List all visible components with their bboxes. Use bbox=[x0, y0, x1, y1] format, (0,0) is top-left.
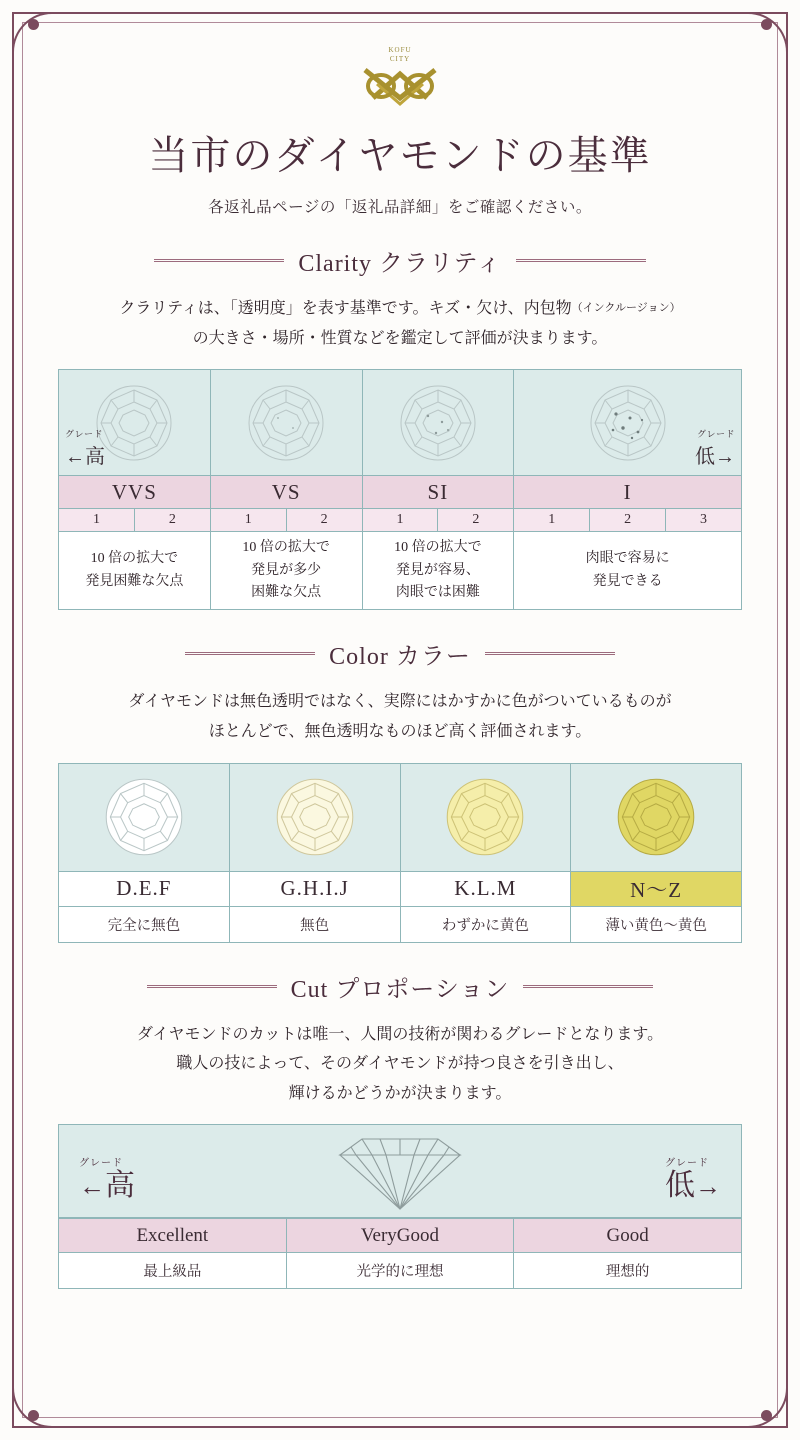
color-gem-cell-klm bbox=[400, 763, 571, 871]
clarity-desc-vvs-line2: 発見困難な欠点 bbox=[85, 573, 184, 589]
color-gem-cell-def bbox=[59, 763, 230, 871]
clarity-desc-vs-line1: 10 倍の拡大で bbox=[242, 540, 330, 556]
color-paragraph-line1: ダイヤモンドは無色透明ではなく、実際にはかすかに色がついているものが bbox=[128, 693, 672, 711]
clarity-gem-cell-vvs bbox=[59, 370, 211, 476]
clarity-arrow-low-text: 低→ bbox=[695, 446, 735, 469]
clarity-desc-vvs-line1: 10 倍の拡大で bbox=[90, 551, 179, 567]
clarity-num-vvs-2: 2 bbox=[134, 509, 210, 532]
color-desc-def: 完全に無色 bbox=[59, 906, 230, 942]
diamond-icon bbox=[238, 380, 334, 466]
clarity-desc-i-line1: 肉眼で容易に bbox=[585, 551, 670, 567]
cut-desc-row bbox=[59, 1253, 742, 1289]
clarity-heading-ja: クラリティ bbox=[379, 251, 502, 277]
clarity-num-vs-2: 2 bbox=[286, 509, 362, 532]
heading-rule-right bbox=[485, 652, 615, 655]
heading-rule-right bbox=[516, 259, 646, 262]
heading-rule-left bbox=[147, 985, 277, 988]
color-grade-nz: N〜Z bbox=[571, 871, 742, 906]
clarity-grade-si: SI bbox=[362, 476, 514, 509]
color-desc-klm: わずかに黄色 bbox=[400, 906, 571, 942]
section-heading-color bbox=[58, 636, 742, 671]
cut-table bbox=[58, 1218, 742, 1289]
clarity-desc-vs-line3: 困難な欠点 bbox=[251, 584, 322, 600]
cut-paragraph-line1: ダイヤモンドのカットは唯一、人間の技術が関わるグレードとなります。 bbox=[136, 1025, 664, 1043]
diamond-side-view-icon bbox=[310, 1129, 490, 1215]
color-desc-ghij: 無色 bbox=[229, 906, 400, 942]
color-heading-label bbox=[329, 636, 471, 671]
color-grade-row bbox=[59, 871, 742, 906]
cut-arrow-low-ruby: グレード bbox=[665, 1158, 709, 1170]
color-gem-row bbox=[59, 763, 742, 871]
section-heading-cut bbox=[58, 969, 742, 1004]
clarity-arrow-low bbox=[695, 430, 735, 469]
clarity-num-vs-1: 1 bbox=[210, 509, 286, 532]
diamond-icon bbox=[266, 771, 364, 863]
clarity-table bbox=[58, 369, 742, 610]
clarity-num-si-1: 1 bbox=[362, 509, 438, 532]
color-table bbox=[58, 763, 742, 943]
heading-rule-left bbox=[154, 259, 284, 262]
clarity-desc-row bbox=[59, 532, 742, 610]
cut-grade-excellent: Excellent bbox=[59, 1219, 287, 1253]
clarity-gem-cell-i bbox=[514, 370, 742, 476]
page-content bbox=[30, 26, 770, 1414]
clarity-arrow-low-ruby: グレード bbox=[696, 429, 735, 440]
clarity-desc-i bbox=[514, 532, 742, 610]
cut-arrow-high-arrow: ← bbox=[79, 1172, 105, 1202]
cut-grade-good: Good bbox=[514, 1219, 742, 1253]
color-gem-cell-ghij bbox=[229, 763, 400, 871]
clarity-num-i-3: 3 bbox=[666, 509, 742, 532]
cut-desc-excellent: 最上級品 bbox=[59, 1253, 287, 1289]
clarity-arrow-high bbox=[65, 430, 105, 469]
clarity-desc-vs bbox=[210, 532, 362, 610]
clarity-desc-vs-line2: 発見が多少 bbox=[251, 562, 322, 578]
clarity-grade-vs: VS bbox=[210, 476, 362, 509]
heading-rule-right bbox=[523, 985, 653, 988]
clarity-heading-label bbox=[298, 243, 501, 278]
cut-desc-good: 理想的 bbox=[514, 1253, 742, 1289]
clarity-desc-vvs bbox=[59, 532, 211, 610]
clarity-gem-cell-vs bbox=[210, 370, 362, 476]
clarity-heading-en: Clarity bbox=[298, 251, 373, 277]
color-grade-def: D.E.F bbox=[59, 871, 230, 906]
color-paragraph-line2: ほとんどで、無色透明なものほど高く評価されます。 bbox=[208, 722, 592, 740]
clarity-gem-cell-si bbox=[362, 370, 514, 476]
clarity-num-i-1: 1 bbox=[514, 509, 590, 532]
color-desc-nz: 薄い黄色〜黄色 bbox=[571, 906, 742, 942]
clarity-grade-vvs: VVS bbox=[59, 476, 211, 509]
clarity-num-i-2: 2 bbox=[590, 509, 666, 532]
color-gem-cell-nz bbox=[571, 763, 742, 871]
kofu-city-logo bbox=[58, 40, 742, 118]
cut-heading-en: Cut bbox=[290, 976, 329, 1003]
clarity-num-si-2: 2 bbox=[438, 509, 514, 532]
page-title: 当市のダイヤモンドの基準 bbox=[148, 133, 652, 178]
svg-text:KOFU: KOFU bbox=[388, 46, 412, 54]
clarity-number-row bbox=[59, 509, 742, 532]
clarity-paragraph-ruby: （インクルージョン） bbox=[571, 302, 681, 314]
section-heading-clarity bbox=[58, 243, 742, 278]
color-grade-klm: K.L.M bbox=[400, 871, 571, 906]
diamond-icon bbox=[607, 771, 705, 863]
clarity-desc-si-line1: 10 倍の拡大で bbox=[394, 540, 482, 556]
clarity-arrow-high-text: ←高 bbox=[65, 446, 105, 469]
cut-heading-ja: プロポーション bbox=[335, 976, 510, 1003]
cut-paragraph bbox=[62, 1020, 738, 1109]
clarity-gem-row bbox=[59, 370, 742, 476]
clarity-desc-i-line2: 発見できる bbox=[592, 573, 663, 589]
page-subtitle: 各返礼品ページの「返礼品詳細」をご確認ください。 bbox=[208, 199, 592, 216]
clarity-paragraph bbox=[62, 294, 738, 353]
svg-text:CITY: CITY bbox=[389, 55, 411, 63]
cut-paragraph-line2: 職人の技によって、そのダイヤモンドが持つ良さを引き出し、 bbox=[176, 1055, 624, 1073]
cut-desc-verygood: 光学的に理想 bbox=[286, 1253, 514, 1289]
color-desc-row bbox=[59, 906, 742, 942]
cut-arrow-high bbox=[79, 1159, 135, 1201]
cut-arrow-low-arrow: → bbox=[695, 1172, 721, 1202]
cut-grade-row bbox=[59, 1219, 742, 1253]
clarity-paragraph-line2: の大きさ・場所・性質などを鑑定して評価が決まります。 bbox=[192, 329, 608, 347]
cut-heading-label bbox=[291, 969, 510, 1004]
color-paragraph bbox=[62, 687, 738, 746]
clarity-desc-si-line3: 肉眼では困難 bbox=[395, 584, 480, 600]
diamond-icon bbox=[436, 771, 534, 863]
cut-grade-verygood: VeryGood bbox=[286, 1219, 514, 1253]
cut-arrow-high-ruby: グレード bbox=[79, 1158, 123, 1170]
diamond-icon bbox=[390, 380, 486, 466]
cut-arrow-low bbox=[665, 1159, 721, 1201]
clarity-desc-si-line2: 発見が容易、 bbox=[395, 562, 480, 578]
cut-arrow-low-text: 低 bbox=[665, 1169, 695, 1203]
clarity-desc-si bbox=[362, 532, 514, 610]
cut-paragraph-line3: 輝けるかどうかが決まります。 bbox=[288, 1084, 512, 1102]
color-heading-en: Color bbox=[329, 644, 389, 671]
diamond-icon bbox=[580, 380, 676, 466]
kofu-city-emblem-icon bbox=[325, 40, 475, 118]
cut-diagram-cell bbox=[58, 1124, 742, 1218]
clarity-paragraph-line1: クラリティは、「透明度」を表す基準です。キズ・欠け、内包物 bbox=[119, 300, 572, 317]
cut-arrow-high-text: 高 bbox=[105, 1169, 135, 1203]
color-heading-ja: カラー bbox=[395, 644, 471, 671]
clarity-arrow-high-ruby: グレード bbox=[65, 429, 104, 440]
diamond-icon bbox=[95, 771, 193, 863]
heading-rule-left bbox=[185, 652, 315, 655]
clarity-num-vvs-1: 1 bbox=[59, 509, 135, 532]
color-grade-ghij: G.H.I.J bbox=[229, 871, 400, 906]
clarity-grade-row bbox=[59, 476, 742, 509]
clarity-grade-i: I bbox=[514, 476, 742, 509]
